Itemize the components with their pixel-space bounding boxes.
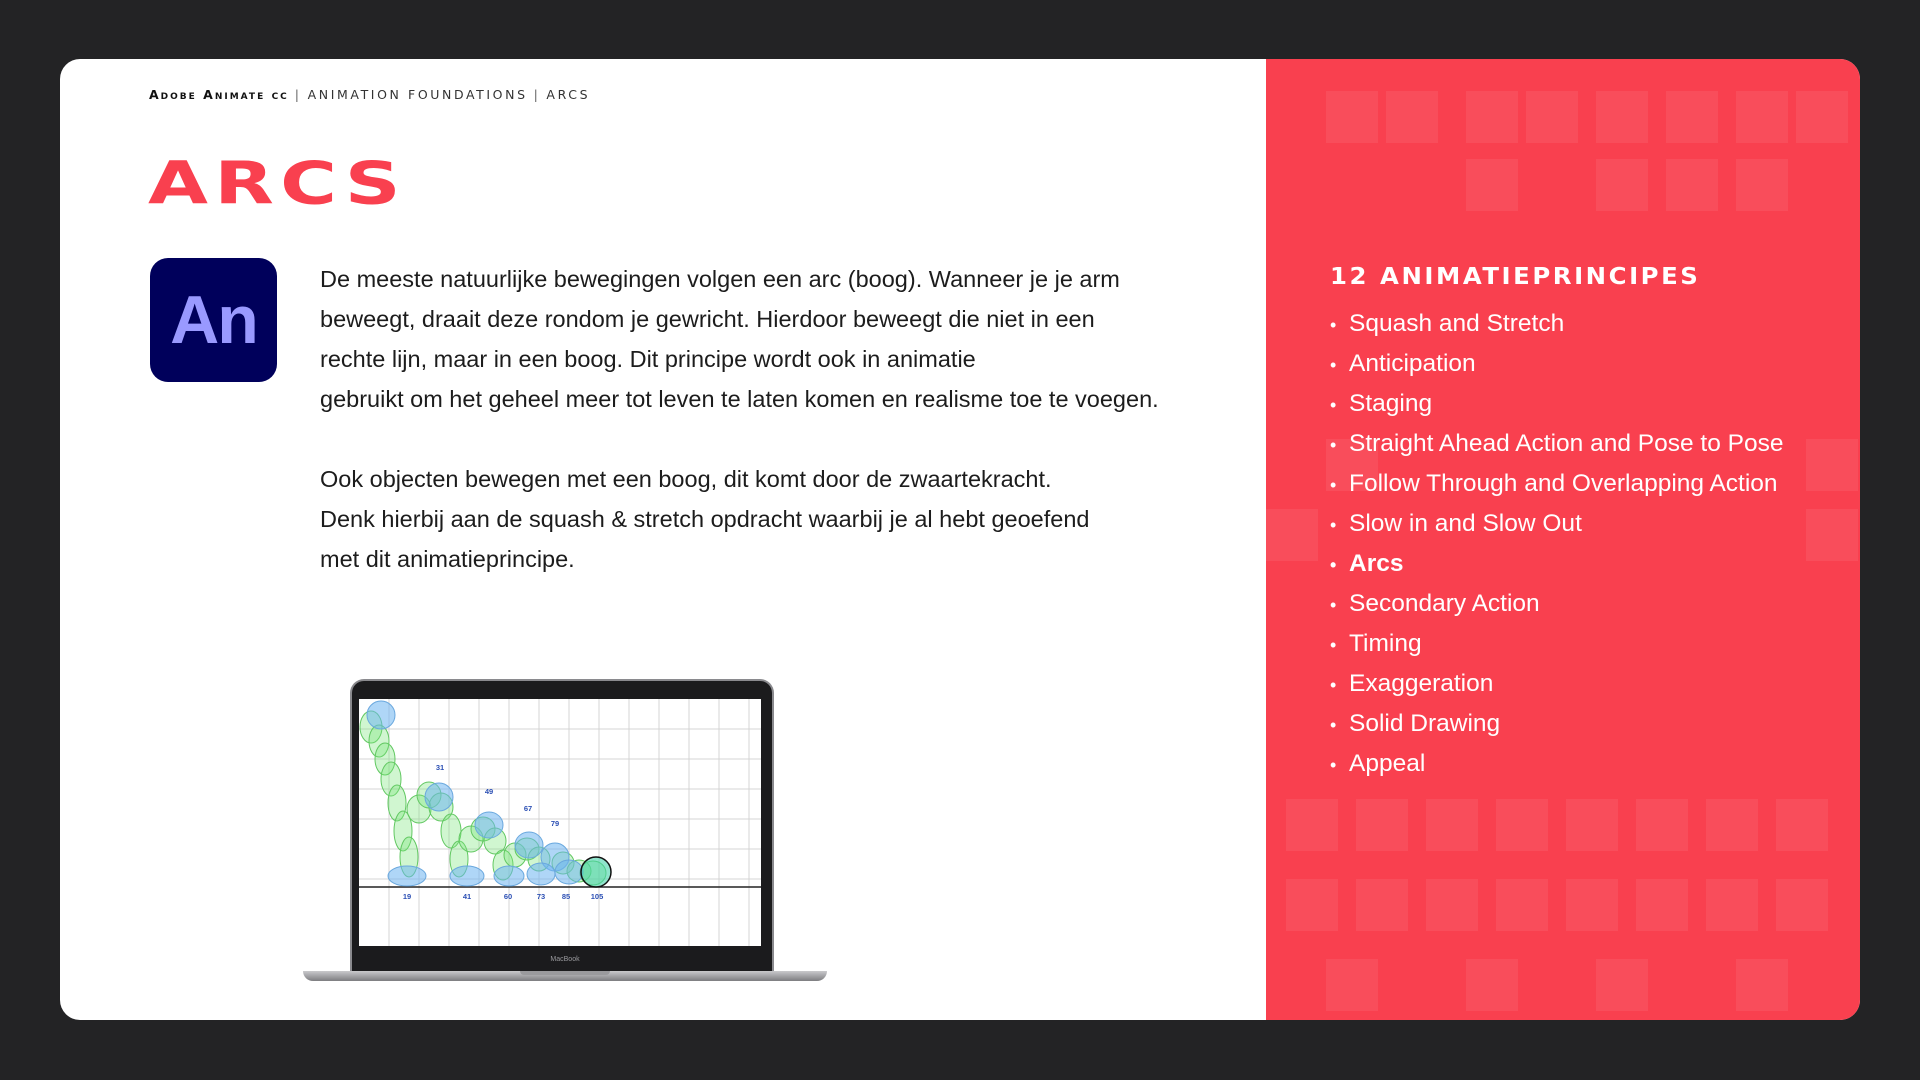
- list-item: [1330, 384, 1784, 424]
- frame-label: 60: [503, 892, 513, 901]
- text-line: beweegt, draait deze rondom je gewricht. Hierdoor beweegt die niet in een: [320, 306, 1095, 332]
- adobe-animate-logo: [150, 258, 277, 382]
- breadcrumb-course: ANIMATION FOUNDATIONS: [307, 87, 528, 102]
- text-line: rechte lijn, maar in een boog. Dit principe wordt ook in animatie: [320, 346, 976, 372]
- page-title: ARCS: [148, 148, 407, 218]
- frame-label: 41: [462, 892, 472, 901]
- text-line: Ook objecten bewegen met een boog, dit komt door de zwaartekracht.: [320, 466, 1052, 492]
- list-item: [1330, 424, 1784, 464]
- breadcrumb-separator: |: [294, 87, 302, 102]
- list-item: [1330, 744, 1784, 784]
- breadcrumb-separator: |: [533, 87, 541, 102]
- frame-label: 79: [550, 819, 560, 828]
- principle-label: Secondary Action: [1349, 590, 1540, 617]
- principles-list: [1330, 304, 1784, 784]
- breadcrumb: [149, 87, 590, 102]
- bullet-icon: •: [1330, 555, 1337, 575]
- laptop-screen: [359, 699, 761, 946]
- principle-label: Solid Drawing: [1349, 710, 1501, 737]
- text-line: De meeste natuurlijke bewegingen volgen een arc (boog). Wanneer je je arm: [320, 266, 1120, 292]
- principles-panel: [1266, 59, 1860, 1020]
- bullet-icon: •: [1330, 635, 1337, 655]
- list-item: [1330, 624, 1784, 664]
- description: [320, 259, 1250, 579]
- frame-label: 67: [523, 804, 533, 813]
- list-item: [1330, 504, 1784, 544]
- frame-label: 19: [402, 892, 412, 901]
- laptop-brand: MacBook: [550, 956, 580, 963]
- principle-label: Straight Ahead Action and Pose to Pose: [1349, 430, 1784, 457]
- logo-text: An: [170, 282, 257, 358]
- list-item: [1330, 704, 1784, 744]
- frame-label: 49: [484, 787, 494, 796]
- list-item: [1330, 664, 1784, 704]
- frame-label: 85: [561, 892, 571, 901]
- bullet-icon: •: [1330, 515, 1337, 535]
- principle-label: Appeal: [1349, 750, 1426, 777]
- bouncing-ball-arc-diagram: [359, 699, 761, 946]
- bullet-icon: •: [1330, 475, 1337, 495]
- principle-label: Timing: [1349, 630, 1422, 657]
- bullet-icon: •: [1330, 595, 1337, 615]
- bullet-icon: •: [1330, 435, 1337, 455]
- bullet-icon: •: [1330, 675, 1337, 695]
- list-item: [1330, 304, 1784, 344]
- list-item: [1330, 344, 1784, 384]
- paragraph-1: [320, 259, 1250, 419]
- principle-label: Arcs: [1349, 550, 1404, 577]
- laptop-illustration: [303, 679, 827, 979]
- principle-label: Staging: [1349, 390, 1433, 417]
- principle-label: Anticipation: [1349, 350, 1476, 377]
- bullet-icon: •: [1330, 315, 1337, 335]
- list-item: [1330, 584, 1784, 624]
- principle-label: Slow in and Slow Out: [1349, 510, 1582, 537]
- principle-label: Squash and Stretch: [1349, 310, 1565, 337]
- principles-title: 12 ANIMATIEPRINCIPES: [1330, 264, 1701, 290]
- frame-label: 31: [435, 763, 445, 772]
- list-item: [1330, 464, 1784, 504]
- bullet-icon: •: [1330, 355, 1337, 375]
- frame-label: 105: [590, 892, 604, 901]
- bullet-icon: •: [1330, 755, 1337, 775]
- frame-label: 73: [536, 892, 546, 901]
- breadcrumb-app: Adobe Animate cc: [149, 87, 289, 102]
- principle-label: Exaggeration: [1349, 670, 1494, 697]
- content-panel: [60, 59, 1266, 1020]
- principle-label: Follow Through and Overlapping Action: [1349, 470, 1778, 497]
- slide-card: [60, 59, 1860, 1020]
- text-line: met dit animatieprincipe.: [320, 546, 575, 572]
- bullet-icon: •: [1330, 715, 1337, 735]
- bullet-icon: •: [1330, 395, 1337, 415]
- breadcrumb-topic: ARCS: [546, 87, 591, 102]
- text-line: gebruikt om het geheel meer tot leven te laten komen en realisme toe te voegen.: [320, 386, 1159, 412]
- list-item-active: [1330, 544, 1784, 584]
- paragraph-2: [320, 459, 1250, 579]
- text-line: Denk hierbij aan de squash & stretch opdracht waarbij je al hebt geoefend: [320, 506, 1090, 532]
- laptop-notch: [520, 971, 610, 975]
